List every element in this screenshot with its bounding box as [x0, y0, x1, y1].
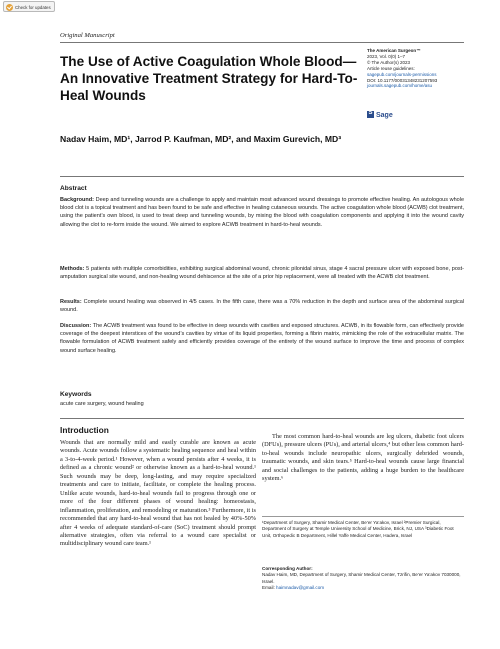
section-label: Original Manuscript [60, 32, 115, 39]
discussion-text: The ACWB treatment was found to be effective in deep wounds with cavities and exposed structures. ACWB, in its flowable form, can effectively provide coverage of the deepest interstices of the wound’s cavities by virtue of its liquid properties, forming a fibrin matrix, mimicking the role of the extracellular matrix. The flowable formulation of ACWB treatment safely and efficiently provides coverage of the entirety of the wound surface to improve the time and process of complex wound surface healing. [60, 323, 464, 354]
corresponding-email-line [262, 585, 464, 591]
author-affiliations: ¹Department of Surgery, Shamir Medical Center, Be’er Ya’akov, Israel ²Premier Surgical, Department of Surgery at Temple University School of Medicine, Brick, NJ, USA ³Diabetic Foot Unit, Orthopedic B Department, Hillel Yaffe Medical Center, Hadera, Israel [262, 520, 454, 538]
corresponding-author-details: Nadav Haim, MD, Department of Surgery, Shamir Medical Center, Tzrifin, Be’er Ya’akov 7030000, Israel. [262, 572, 461, 584]
introduction-right-column: The most common hard-to-heal wounds are leg ulcers, diabetic foot ulcers (DFUs), pressure ulcers (PUs), and arterial ulcers,⁴ but other less common hard-to-heal wounds include neuropathic ulcers, surgically debrided wounds, traumatic wounds, and skin tears.⁵ Hard-to-heal wounds cause large financial and social challenges to the patients, adding a huge burden to the healthcare system.⁶ [262, 433, 464, 483]
abstract-background [60, 196, 464, 229]
discussion-label: Discussion: [60, 323, 92, 329]
publisher-logo [367, 111, 393, 119]
doi[interactable]: DOI: 10.1177/00031348231207593 [367, 77, 438, 83]
reuse-guidelines-link[interactable]: sagepub.com/journals-permissions [367, 71, 437, 77]
check-icon [6, 4, 13, 11]
email-link[interactable]: haimnadav@gmail.com [276, 584, 325, 590]
background-label: Background: [60, 197, 94, 203]
sage-logo-icon [367, 111, 374, 118]
journal-info [367, 48, 467, 89]
abstract-divider [60, 176, 464, 177]
journal-volume: 2023, Vol. 0(0) 1–7 [367, 53, 406, 59]
keywords-heading: Keywords [60, 391, 92, 398]
introduction-heading: Introduction [60, 425, 109, 435]
publisher-name: Sage [376, 112, 393, 119]
keywords-divider [60, 418, 464, 419]
author-list: Nadav Haim, MD¹, Jarrod P. Kaufman, MD², and Maxim Gurevich, MD³ [60, 134, 342, 144]
abstract-methods [60, 265, 464, 281]
corresponding-author-label: Corresponding Author: [262, 566, 313, 571]
background-text: Deep and tunneling wounds are a challenge to apply and maintain most advanced wound dressings to promote effective healing. An autologous whole blood clot is a topical treatment and has been found to be safe and effective in healing cutaneous wounds. The active coagulation whole blood (ACWB) clot treatment, using the patient’s own blood, is used to treat deep and tunneling wounds, by mixing the blood with coagulation components and applying it into the wound cavity allowing the clot to re-form inside the wound. We aimed to explore ACWB treatment in hard-to-heal wounds. [60, 197, 465, 228]
footnote-divider [262, 516, 464, 517]
check-for-updates-badge[interactable] [3, 1, 55, 12]
abstract-results [60, 298, 464, 314]
keywords-list: acute care surgery, wound healing [60, 401, 144, 407]
results-text: Complete wound healing was observed in 4/5 cases. In the fifth case, there was a 70% reduction in the depth and surface area of the abdominal surgical wound. [60, 299, 465, 314]
article-title: The Use of Active Coagulation Whole Blood—An Innovative Treatment Strategy for Hard-To-Heal Wounds [60, 54, 358, 103]
top-divider [60, 42, 464, 43]
results-label: Results: [60, 299, 82, 305]
abstract-heading: Abstract [60, 185, 87, 192]
corresponding-author [262, 566, 464, 591]
email-label: Email: [262, 584, 275, 590]
journal-copyright: © The Author(s) 2023 [367, 59, 411, 65]
reuse-guidelines-label: Article reuse guidelines: [367, 65, 415, 71]
introduction-left-column: Wounds that are normally mild and easily curable are known as acute wounds. Acute wounds follow a systematic healing sequence and heal within a 3-to-4-week period.¹ However, when a wound persists after 4 weeks, it is defined as a chronic wound² or otherwise known as a hard-to-heal wound.¹ Such wounds may be deep, long-lasting, and may require specialized treatments and care to initiate, facilitate, or complete the healing process. Unlike acute wounds, hard-to-heal wounds fail to progress through one or more of the four different phases of wound healing: homeostasis, inflammation, proliferation, and remodeling or maturation.³ Furthermore, it is recommended that any hard-to-heal wound that has not healed by 40%-50% after 4 weeks of adequate standard-of-care (SoC) treatment should prompt alternative strategies, often via referral to a wound care specialist or multidisciplinary wound care team.¹ [60, 439, 256, 548]
methods-text: 5 patients with multiple comorbidities, exhibiting surgical abdominal wound, chronic pilonidal sinus, stage 4 sacral pressure ulcer with exposed bone, post-amputation surgical site wound, and non-healing wound dehiscence at the site of a prior hip replacement, were all treated with the ACWB clot treatment. [60, 266, 465, 281]
check-for-updates-label: Check for updates [15, 5, 51, 10]
journal-home-link[interactable]: journals.sagepub.com/home/asu [367, 83, 433, 89]
abstract-discussion [60, 322, 464, 355]
methods-label: Methods: [60, 266, 85, 272]
journal-name: The American Surgeon™ [367, 48, 421, 53]
